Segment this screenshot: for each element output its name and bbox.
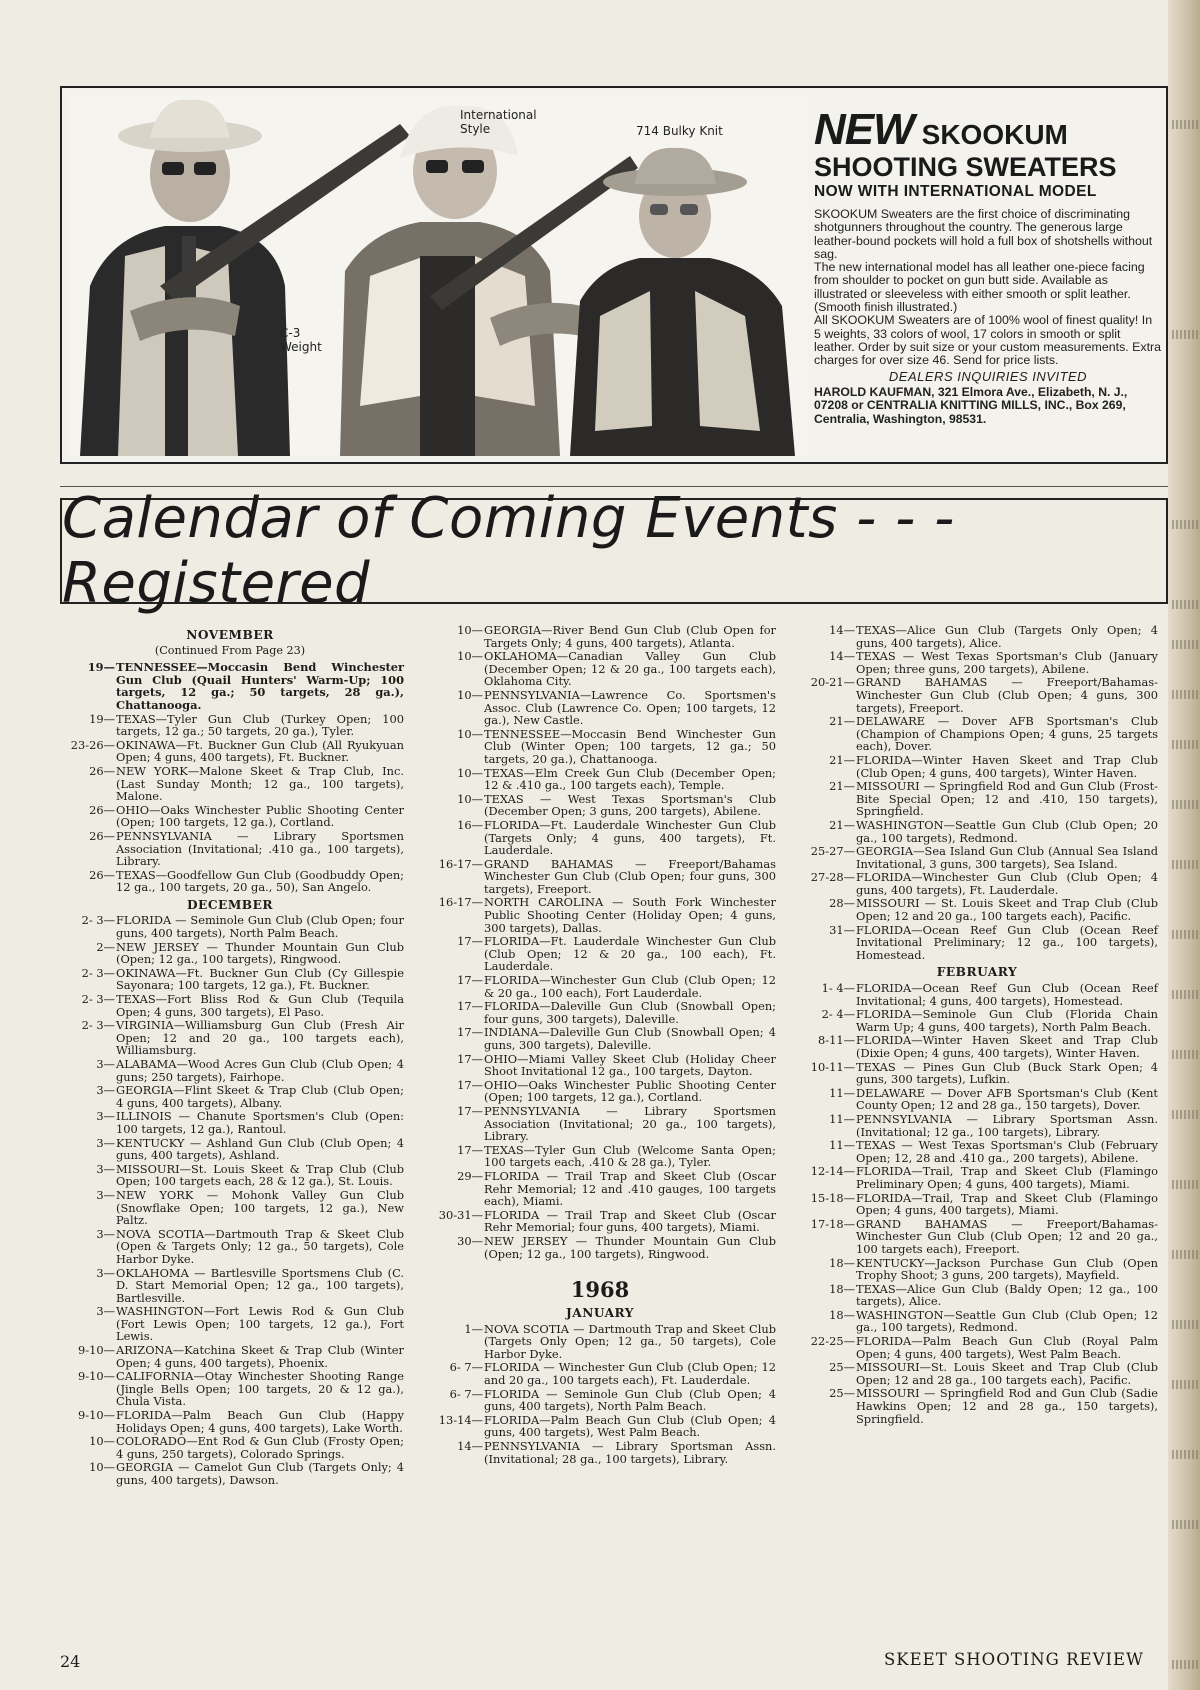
ad-paragraph: All SKOOKUM Sweaters are of 100% wool of finest quality! In 5 weights, 33 colors of wool, 17 colors in smooth or split leather. Order by suit size or your custom measurements. Extra charges for over size 46. Send for price lists.: [814, 313, 1162, 368]
event-description: WASHINGTON—Seattle Gun Club (Club Open; 12 ga., 100 targets), Redmond.: [856, 1307, 1158, 1335]
event-description: PENNSYLVANIA — Library Sportsman Assn. (Invitational; 28 ga., 100 targets), Library.: [484, 1439, 776, 1466]
calendar-event: [56, 1370, 404, 1408]
event-description: OKLAHOMA — Bartlesville Sportsmens Club (C. D. Start Memorial Open; 12 ga., 100 targets), Bartlesville.: [116, 1265, 404, 1305]
event-date: 9-10—: [78, 1369, 115, 1384]
label-c3-weight: C-3 Weight: [280, 326, 322, 354]
event-description: OHIO—Oaks Winchester Public Shooting Center (Open; 100 targets, 12 ga.), Cortland.: [116, 802, 404, 830]
calendar-event: [56, 1110, 404, 1135]
event-date: 21—: [829, 752, 855, 767]
calendar-event: [796, 819, 1158, 844]
ad-paragraph: The new international model has all leather one-piece facing from shoulder to pocket on gun butt side. Available as illustrated or sleeveless with either smooth or split leather. (Smooth finish illustrated.): [814, 260, 1145, 315]
headline-new: NEW: [814, 105, 914, 154]
event-date: 10—: [457, 623, 483, 637]
event-description: TEXAS—Alice Gun Club (Baldy Open; 12 ga., 100 targets), Alice.: [856, 1281, 1158, 1309]
event-description: FLORIDA—Trail, Trap and Skeet Club (Flamingo Open; 4 guns, 400 targets), Miami.: [856, 1190, 1158, 1218]
event-description: TEXAS—Tyler Gun Club (Welcome Santa Open; 100 targets each, .410 & 28 ga.), Tyler.: [484, 1142, 776, 1170]
calendar-event: [796, 715, 1158, 753]
continued-note: (Continued From Page 23): [154, 643, 306, 657]
calendar-event: [56, 1228, 404, 1266]
page-number: 24: [60, 1652, 81, 1671]
calendar-event: [56, 967, 404, 992]
event-date: 6- 7—: [449, 1360, 483, 1375]
event-date: 26—: [89, 763, 115, 778]
event-description: FLORIDA—Palm Beach Gun Club (Happy Holidays Open; 4 guns, 400 targets), Lake Worth.: [116, 1408, 404, 1435]
event-description: OKINAWA—Ft. Buckner Gun Club (All Ryukyuan Open; 4 guns, 400 targets), Ft. Buckner.: [116, 737, 404, 765]
shooter-figure-right: [570, 148, 795, 456]
event-description: ARIZONA—Katchina Skeet & Trap Club (Winter Open; 4 guns, 400 targets), Phoenix.: [116, 1343, 404, 1370]
event-description: FLORIDA — Trail Trap and Skeet Club (Oscar Rehr Memorial; four guns, 400 targets), Miami.: [484, 1207, 776, 1235]
event-date: 17—: [457, 999, 483, 1014]
event-date: 2- 3—: [81, 965, 115, 980]
headline-brand: SKOOKUM: [921, 119, 1068, 150]
event-date: 16—: [457, 817, 483, 832]
calendar-event: [796, 1283, 1158, 1308]
event-date: 10—: [89, 1460, 115, 1475]
calendar-event: [424, 1026, 776, 1051]
calendar-event: [56, 1137, 404, 1162]
event-date: 21—: [829, 779, 855, 794]
calendar-event: [424, 819, 776, 857]
month-heading-november: NOVEMBER: [186, 628, 274, 642]
calendar-event: [56, 869, 404, 894]
event-description: TEXAS—Fort Bliss Rod & Gun Club (Tequila Open; 4 guns, 300 targets), El Paso.: [116, 992, 404, 1019]
calendar-event: [424, 896, 776, 934]
calendar-event: [424, 1053, 776, 1078]
calendar-event: [424, 1361, 776, 1386]
event-date: 18—: [829, 1307, 855, 1322]
event-description: NOVA SCOTIA—Dartmouth Trap & Skeet Club (Open & Targets Only; 12 ga., 50 targets), Cole Harbor Dyke.: [116, 1226, 404, 1266]
event-date: 10—: [457, 726, 483, 741]
calendar-event: [796, 1165, 1158, 1190]
calendar-event: [796, 1008, 1158, 1033]
event-date: 28—: [829, 896, 855, 911]
year-heading: 1968: [570, 1277, 630, 1303]
magazine-name: SKEET SHOOTING REVIEW: [884, 1650, 1145, 1669]
event-description: FLORIDA—Winchester Gun Club (Club Open; 12 & 20 ga., 100 each), Fort Lauderdale.: [484, 973, 776, 1000]
calendar-event: [56, 1461, 404, 1486]
event-date: 17—: [457, 973, 483, 988]
event-list-december: [56, 914, 404, 1486]
event-date: 1—: [464, 1321, 483, 1336]
ad-copy: [814, 105, 1162, 458]
event-date: 17-18—: [810, 1216, 855, 1231]
event-list-december-cont: [424, 624, 776, 1260]
calendar-event: [796, 1034, 1158, 1059]
calendar-event: [56, 713, 404, 738]
event-date: 26—: [89, 828, 115, 843]
event-date: 17—: [457, 1103, 483, 1118]
event-list-january-cont: [796, 624, 1158, 961]
calendar-column-2: [424, 624, 776, 1466]
event-description: VIRGINIA—Williamsburg Gun Club (Fresh Air Open; 12 and 20 ga., 100 targets each), Williamsburg.: [116, 1018, 404, 1058]
calendar-event: [424, 1388, 776, 1413]
event-date: 10—: [457, 649, 483, 664]
calendar-event: [796, 871, 1158, 896]
event-date: 17—: [457, 1142, 483, 1157]
month-heading-january: JANUARY: [565, 1306, 635, 1321]
ad-headline: [814, 105, 1162, 154]
event-description: TENNESSEE—Moccasin Bend Winchester Gun Club (Winter Open; 100 targets, 12 ga.; 50 targets, 20 ga.), Chattanooga.: [484, 726, 776, 766]
calendar-event: [796, 1061, 1158, 1086]
event-date: 19—: [89, 711, 115, 726]
calendar-event: [56, 830, 404, 868]
event-date: 14—: [829, 623, 855, 637]
calendar-event: [796, 1309, 1158, 1334]
event-description: TEXAS—Tyler Gun Club (Turkey Open; 100 targets, 12 ga.; 50 targets, 20 ga.), Tyler.: [116, 711, 404, 739]
event-date: 11—: [829, 1085, 855, 1100]
calendar-event: [796, 1387, 1158, 1425]
calendar-event: [56, 1344, 404, 1369]
event-date: 26—: [89, 867, 115, 882]
event-description: OKINAWA—Ft. Buckner Gun Club (Cy Gillespie Sayonara; 100 targets, 12 ga.), Ft. Buckner.: [116, 965, 404, 993]
event-description: FLORIDA — Winchester Gun Club (Club Open; 12 and 20 ga., 100 targets each), Ft. Lauderdale.: [484, 1360, 776, 1388]
event-date: 3—: [96, 1226, 115, 1241]
event-description: TEXAS — West Texas Sportsman's Club (December Open; 3 guns, 200 targets), Abilene.: [484, 791, 776, 819]
calendar-event: [796, 780, 1158, 818]
event-description: ILLINOIS — Chanute Sportsmen's Club (Open: 100 targets, 12 ga.), Rantoul.: [116, 1109, 404, 1136]
event-date: 14—: [829, 649, 855, 664]
event-date: 10-11—: [810, 1059, 855, 1074]
calendar-event: [424, 1144, 776, 1169]
calendar-event: [56, 1058, 404, 1083]
event-date: 19—: [87, 660, 115, 675]
event-date: 3—: [96, 1265, 115, 1280]
event-date: 14—: [457, 1439, 483, 1454]
calendar-event: [796, 1087, 1158, 1112]
event-description: GRAND BAHAMAS — Freeport/Bahamas-Winchester Gun Club (Club Open; 12 and 20 ga., 100 targets each), Freeport.: [856, 1216, 1158, 1256]
event-description: MISSOURI — Springfield Rod and Gun Club (Frost-Bite Special Open; 12 and .410, 150 targets), Springfield.: [856, 779, 1158, 819]
event-description: WASHINGTON—Seattle Gun Club (Club Open; 20 ga., 100 targets), Redmond.: [856, 817, 1158, 845]
calendar-event: [796, 676, 1158, 714]
calendar-event: [424, 974, 776, 999]
event-description: FLORIDA—Ocean Reef Gun Club (Ocean Reef Invitational; 4 guns, 400 targets), Homestead.: [856, 981, 1158, 1008]
calendar-event: [56, 1435, 404, 1460]
event-date: 3—: [96, 1135, 115, 1150]
event-date: 25—: [829, 1386, 855, 1401]
calendar-event: [796, 1113, 1158, 1138]
calendar-event: [424, 1209, 776, 1234]
event-description: PENNSYLVANIA—Lawrence Co. Sportsmen's Assoc. Club (Lawrence Co. Open; 100 targets, 12 ga.), New Castle.: [484, 687, 776, 728]
ad-contact-address: HAROLD KAUFMAN, 321 Elmora Ave., Elizabeth, N. J., 07208 or CENTRALIA KNITTING MILLS, INC., Box 269, Centralia, Washington, 98531.: [814, 384, 1128, 427]
calendar-event: [56, 1084, 404, 1109]
event-description: FLORIDA—Seminole Gun Club (Florida Chain Warm Up; 4 guns, 400 targets), North Palm Beach.: [856, 1007, 1158, 1034]
event-date: 30—: [457, 1233, 483, 1248]
calendar-event: [56, 1189, 404, 1227]
skookum-advertisement: [60, 86, 1168, 464]
event-date: 23-26—: [70, 737, 115, 752]
event-date: 16-17—: [438, 856, 483, 871]
event-list-february: [796, 982, 1158, 1425]
event-date: 17—: [457, 1025, 483, 1040]
event-description: MISSOURI—St. Louis Skeet & Trap Club (Club Open; 100 targets each, 28 & 12 ga.), St. Louis.: [116, 1161, 404, 1189]
event-date: 26—: [89, 802, 115, 817]
calendar-column-3: [796, 624, 1158, 1426]
calendar-event: [56, 914, 404, 939]
calendar-event: [424, 1170, 776, 1208]
event-description: NEW JERSEY — Thunder Mountain Gun Club (Open; 12 ga., 100 targets), Ringwood.: [484, 1233, 776, 1261]
event-date: 30-31—: [438, 1207, 483, 1222]
event-date: 25-27—: [810, 844, 855, 859]
event-list-january: [424, 1323, 776, 1466]
event-description: FLORIDA — Trail Trap and Skeet Club (Oscar Rehr Memorial; 12 and .410 gauges, 100 targets each), Miami.: [484, 1168, 776, 1209]
calendar-event: [796, 1218, 1158, 1256]
event-description: OKLAHOMA—Canadian Valley Gun Club (December Open; 12 & 20 ga., 100 targets each), Oklahoma City.: [484, 649, 776, 689]
calendar-event: [56, 1305, 404, 1343]
calendar-event: [796, 1361, 1158, 1386]
event-description: WASHINGTON—Fort Lewis Rod & Gun Club (Fort Lewis Open; 100 targets, 12 ga.), Fort Lewis.: [116, 1304, 404, 1344]
event-date: 20-21—: [810, 675, 855, 690]
calendar-event: [56, 1163, 404, 1188]
event-date: 2- 3—: [81, 992, 115, 1007]
event-description: TEXAS—Elm Creek Gun Club (December Open; 12 & .410 ga., 100 targets each), Temple.: [484, 765, 776, 793]
event-description: DELAWARE — Dover AFB Sportsman's Club (Champion of Champions Open; 4 guns, 25 targets each), Dover.: [856, 714, 1158, 754]
headline-shooting-sweaters: SHOOTING SWEATERS: [814, 152, 1117, 182]
event-description: COLORADO—Ent Rod & Gun Club (Frosty Open; 4 guns, 250 targets), Colorado Springs.: [116, 1434, 404, 1461]
event-description: GEORGIA — Camelot Gun Club (Targets Only; 4 guns, 400 targets), Dawson.: [116, 1460, 404, 1487]
calendar-event: [424, 1323, 776, 1361]
event-date: 3—: [96, 1187, 115, 1202]
event-date: 12-14—: [810, 1164, 855, 1179]
event-date: 17—: [457, 1077, 483, 1092]
three-shooters-illustration: [70, 96, 808, 456]
event-description: TEXAS — West Texas Sportsman's Club (January Open; three guns, 200 targets), Abilene.: [856, 649, 1158, 676]
dealers-note: DEALERS INQUIRIES INVITED: [888, 368, 1088, 384]
event-description: MISSOURI — Springfield Rod and Gun Club (Sadie Hawkins Open; 12 and 28 ga., 150 targets), Springfield.: [856, 1386, 1158, 1426]
event-description: PENNSYLVANIA — Library Sportsmen Association (Invitational; 20 ga., 100 targets), Library.: [484, 1103, 776, 1144]
event-description: NEW YORK—Malone Skeet & Trap Club, Inc. (Last Sunday Month; 12 ga., 100 targets), Malone.: [116, 763, 404, 804]
adjacent-page-edge: [1168, 0, 1200, 1690]
event-description: KENTUCKY — Ashland Gun Club (Club Open; 4 guns, 400 targets), Ashland.: [116, 1135, 404, 1163]
headline-international-model: NOW WITH INTERNATIONAL MODEL: [814, 183, 1097, 200]
event-description: NEW YORK — Mohonk Valley Gun Club (Snowflake Open; 100 targets, 12 ga.), New Paltz.: [116, 1187, 404, 1228]
calendar-event: [56, 1409, 404, 1434]
event-description: GEORGIA—Sea Island Gun Club (Annual Sea Island Invitational, 3 guns, 300 targets), Sea Island.: [856, 844, 1158, 871]
event-description: GRAND BAHAMAS — Freeport/Bahamas-Winchester Gun Club (Club Open; 4 guns, 300 targets), Freeport.: [856, 675, 1158, 715]
event-date: 3—: [96, 1057, 115, 1071]
event-description: PENNSYLVANIA — Library Sportsmen Association (Invitational; .410 ga., 100 targets), Library.: [116, 828, 404, 869]
calendar-event: [796, 1139, 1158, 1164]
event-description: GEORGIA—River Bend Gun Club (Club Open for Targets Only; 4 guns, 400 targets), Atlanta.: [484, 623, 776, 650]
calendar-event: [424, 1000, 776, 1025]
calendar-event: [424, 689, 776, 727]
event-description: TEXAS — Pines Gun Club (Buck Stark Open; 4 guns, 300 targets), Lufkin.: [856, 1059, 1158, 1087]
calendar-event: [56, 661, 404, 711]
event-description: FLORIDA—Ft. Lauderdale Winchester Gun Club (Club Open; 12 & 20 ga., 100 each), Ft. Lauderdale.: [484, 934, 776, 974]
ad-paragraph: SKOOKUM Sweaters are the first choice of discriminating shotgunners throughout the country. The generous large leather-bound pockets will hold a full box of shotshells without sag.: [814, 207, 1153, 261]
calendar-event: [424, 1235, 776, 1260]
event-date: 9-10—: [78, 1343, 115, 1358]
event-date: 11—: [829, 1138, 855, 1153]
event-description: MISSOURI — St. Louis Skeet and Trap Club (Club Open; 12 and 20 ga., 100 targets each), Pacific.: [856, 896, 1158, 924]
label-bulky-knit: 714 Bulky Knit: [636, 124, 723, 138]
event-date: 2- 4—: [821, 1007, 855, 1022]
calendar-event: [424, 624, 776, 649]
event-description: FLORIDA—Winchester Gun Club (Club Open; 4 guns, 400 targets), Ft. Lauderdale.: [856, 870, 1158, 897]
event-description: FLORIDA — Seminole Gun Club (Club Open; 4 guns, 400 targets), North Palm Beach.: [484, 1386, 776, 1414]
event-date: 10—: [457, 765, 483, 780]
event-date: 17—: [457, 934, 483, 949]
calendar-event: [796, 1192, 1158, 1217]
calendar-event: [796, 624, 1158, 649]
event-description: MISSOURI—St. Louis Skeet and Trap Club (Club Open; 12 and 28 ga., 100 targets each), Pacific.: [856, 1360, 1158, 1387]
event-description: DELAWARE — Dover AFB Sportsman's Club (Kent County Open; 12 and 28 ga., 150 targets), Dover.: [856, 1085, 1158, 1113]
calendar-event: [56, 1267, 404, 1305]
event-description: FLORIDA—Palm Beach Gun Club (Royal Palm Open; 4 guns, 400 targets), West Palm Beach.: [856, 1334, 1158, 1361]
event-list-november: [56, 661, 404, 894]
event-date: 10—: [457, 791, 483, 806]
event-date: 25—: [829, 1360, 855, 1375]
event-date: 22-25—: [810, 1334, 855, 1349]
calendar-event: [56, 804, 404, 829]
event-description: NEW JERSEY — Thunder Mountain Gun Club (Open; 12 ga., 100 targets), Ringwood.: [116, 939, 404, 967]
event-date: 21—: [829, 817, 855, 832]
event-date: 10—: [89, 1434, 115, 1449]
event-date: 13-14—: [438, 1412, 483, 1427]
event-description: FLORIDA—Ocean Reef Gun Club (Ocean Reef Invitational Preliminary; 12 ga., 100 targets), Homestead.: [856, 922, 1158, 962]
calendar-event: [796, 982, 1158, 1007]
event-description: TEXAS—Alice Gun Club (Targets Only Open; 4 guns, 400 targets), Alice.: [856, 623, 1158, 650]
event-date: 18—: [829, 1255, 855, 1270]
event-description: ALABAMA—Wood Acres Gun Club (Club Open; 4 guns; 250 targets), Fairhope.: [116, 1057, 404, 1084]
event-description: FLORIDA—Winter Haven Skeet and Trap Club (Club Open; 4 guns, 400 targets), Winter Haven.: [856, 752, 1158, 780]
month-heading-february: FEBRUARY: [936, 965, 1018, 980]
calendar-column-1: [56, 624, 404, 1488]
event-description: GRAND BAHAMAS — Freeport/Bahamas Winchester Gun Club (Club Open; four guns, 300 targets), Freeport.: [484, 856, 776, 896]
event-date: 31—: [829, 922, 855, 937]
calendar-event: [56, 1019, 404, 1057]
event-date: 9-10—: [78, 1408, 115, 1423]
label-international-style: International Style: [460, 108, 537, 136]
calendar-event: [424, 935, 776, 973]
event-description: NOVA SCOTIA — Dartmouth Trap and Skeet Club (Targets Only Open; 12 ga., 50 targets), Cole Harbor Dyke.: [484, 1321, 776, 1361]
event-date: 6- 7—: [449, 1386, 483, 1401]
event-description: INDIANA—Daleville Gun Club (Snowball Open; 4 guns, 300 targets), Daleville.: [484, 1025, 776, 1052]
calendar-event: [56, 993, 404, 1018]
event-description: KENTUCKY—Jackson Purchase Gun Club (Open Trophy Shoot; 3 guns, 200 targets), Mayfield.: [856, 1255, 1158, 1283]
event-description: OHIO—Oaks Winchester Public Shooting Center (Open; 100 targets, 12 ga.), Cortland.: [484, 1077, 776, 1105]
calendar-event: [424, 650, 776, 688]
event-date: 8-11—: [818, 1033, 855, 1048]
event-description: FLORIDA—Daleville Gun Club (Snowball Open; four guns, 300 targets), Daleville.: [484, 999, 776, 1026]
calendar-event: [424, 793, 776, 818]
calendar-event: [424, 1440, 776, 1465]
event-date: 3—: [96, 1304, 115, 1319]
event-date: 10—: [457, 687, 483, 702]
event-description: FLORIDA—Ft. Lauderdale Winchester Gun Club (Targets Only; 4 guns, 400 targets), Ft. Lauderdale.: [484, 817, 776, 858]
event-date: 17—: [457, 1051, 483, 1066]
event-date: 11—: [829, 1111, 855, 1126]
event-description: FLORIDA—Palm Beach Gun Club (Club Open; 4 guns, 400 targets), West Palm Beach.: [484, 1412, 776, 1440]
event-description: NORTH CAROLINA — South Fork Winchester Public Shooting Center (Holiday Open; 4 guns, 300 targets), Dallas.: [484, 895, 776, 935]
calendar-event: [796, 897, 1158, 922]
event-date: 1- 4—: [821, 981, 855, 996]
event-date: 2—: [96, 939, 115, 954]
event-date: 21—: [829, 714, 855, 729]
month-heading-december: DECEMBER: [186, 897, 274, 912]
calendar-event: [424, 767, 776, 792]
event-description: CALIFORNIA—Otay Winchester Shooting Range (Jingle Bells Open; 100 targets, 20 & 12 ga.), Chula Vista.: [116, 1369, 404, 1409]
calendar-event: [56, 765, 404, 803]
event-date: 16-17—: [438, 895, 483, 910]
event-description: FLORIDA—Winter Haven Skeet and Trap Club (Dixie Open; 4 guns, 400 targets), Winter Haven.: [856, 1033, 1158, 1060]
event-description: GEORGIA—Flint Skeet & Trap Club (Club Open; 4 guns, 400 targets), Albany.: [116, 1083, 404, 1110]
calendar-event: [56, 941, 404, 966]
event-date: 27-28—: [810, 870, 855, 885]
event-description: TEXAS — West Texas Sportsman's Club (February Open; 12, 28 and .410 ga., 200 targets), Abilene.: [856, 1138, 1158, 1165]
sweater-models-photo: [70, 96, 808, 456]
event-date: 3—: [96, 1109, 115, 1124]
ad-body: [814, 208, 1162, 427]
event-description: TENNESSEE—Moccasin Bend Winchester Gun Club (Quail Hunters' Warm-Up; 100 targets, 12 ga.; 50 targets, 28 ga.), Chattanooga.: [116, 660, 404, 712]
event-date: 18—: [829, 1281, 855, 1296]
calendar-event: [424, 1414, 776, 1439]
calendar-event: [424, 1079, 776, 1104]
event-date: 3—: [96, 1161, 115, 1176]
calendar-title: Calendar of Coming Events - - - Registered: [62, 486, 955, 616]
event-description: TEXAS—Goodfellow Gun Club (Goodbuddy Open; 12 ga., 100 targets, 20 ga., 50), San Angelo.: [116, 867, 404, 895]
calendar-event: [796, 754, 1158, 779]
event-date: 3—: [96, 1083, 115, 1098]
event-date: 15-18—: [810, 1190, 855, 1205]
calendar-event: [796, 1257, 1158, 1282]
calendar-title-box: [60, 486, 1168, 616]
calendar-event: [56, 739, 404, 764]
calendar-event: [796, 924, 1158, 962]
event-date: 29—: [457, 1168, 483, 1183]
calendar-event: [796, 845, 1158, 870]
calendar-event: [424, 728, 776, 766]
event-date: 2- 3—: [81, 1018, 115, 1033]
event-description: PENNSYLVANIA — Library Sportsman Assn. (Invitational; 12 ga., 100 targets), Library.: [856, 1111, 1158, 1139]
event-date: 2- 3—: [81, 913, 115, 928]
event-description: FLORIDA—Trail, Trap and Skeet Club (Flamingo Preliminary Open; 4 guns, 400 targets), Miami.: [856, 1164, 1158, 1191]
event-description: OHIO—Miami Valley Skeet Club (Holiday Cheer Shoot Invitational 12 ga., 100 targets, Dayton.: [484, 1051, 776, 1079]
calendar-event: [796, 650, 1158, 675]
calendar-event: [424, 1105, 776, 1143]
calendar-event: [424, 858, 776, 896]
calendar-event: [796, 1335, 1158, 1360]
event-description: FLORIDA — Seminole Gun Club (Club Open; four guns, 400 targets), North Palm Beach.: [116, 913, 404, 941]
